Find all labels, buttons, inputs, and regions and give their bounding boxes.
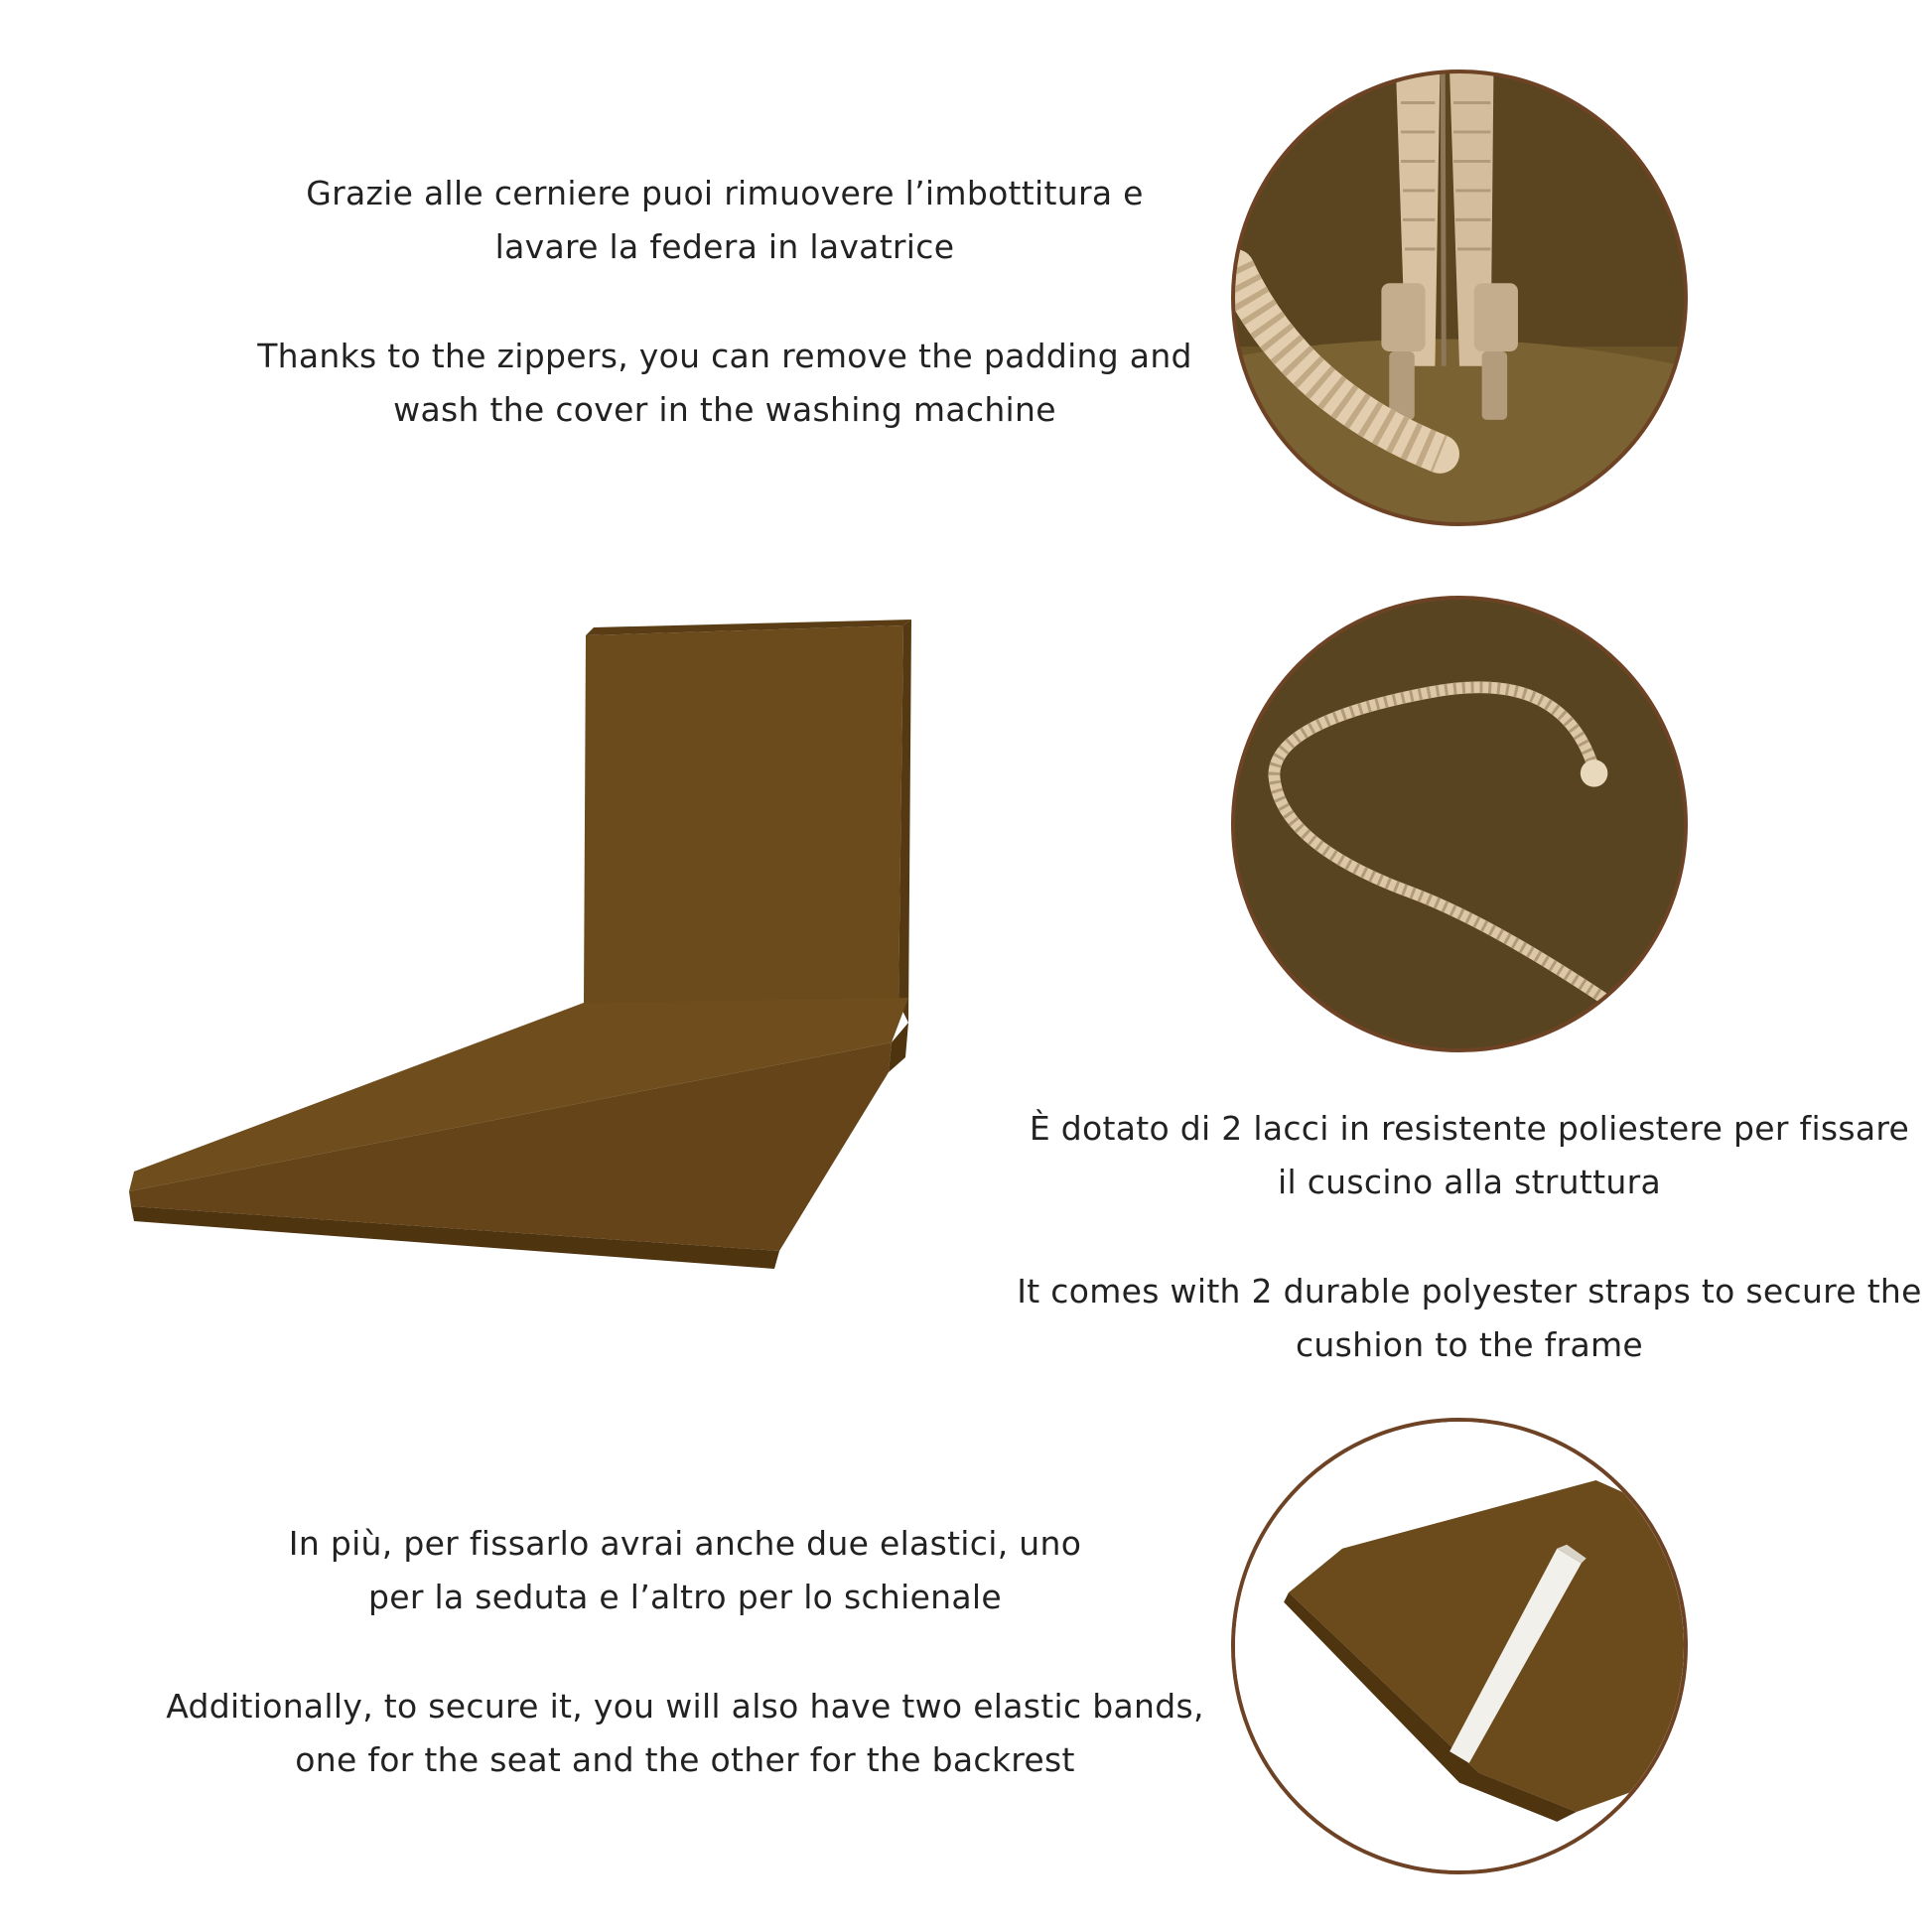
straps-feature-text xyxy=(993,1102,1932,1372)
straps-text-it-line-1: È dotato di 2 lacci in resistente poliestere per fissare xyxy=(1029,1109,1910,1148)
zipper-text-it-line-1: Grazie alle cerniere puoi rimuovere l’imbottitura e xyxy=(306,174,1144,212)
elastic-text-it-line-2: per la seduta e l’altro per lo schienale xyxy=(368,1578,1002,1616)
elastic-text-en-line-1: Additionally, to secure it, you will also have two elastic bands, xyxy=(166,1687,1204,1725)
zipper-text-en-line-2: wash the cover in the washing machine xyxy=(393,390,1056,429)
straps-text-en-line-2: cushion to the frame xyxy=(1295,1325,1644,1364)
zipper-feature-text xyxy=(238,167,1211,437)
elastic-feature-text xyxy=(139,1517,1231,1787)
lounger-cushion-image xyxy=(119,606,913,1301)
cord-closeup-image xyxy=(1231,596,1688,1052)
elastic-text-en-line-2: one for the seat and the other for the backrest xyxy=(295,1740,1075,1779)
zipper-text-en-line-1: Thanks to the zippers, you can remove the padding and xyxy=(257,337,1192,375)
zipper-closeup-image xyxy=(1231,69,1688,526)
zipper-text-it-line-2: lavare la federa in lavatrice xyxy=(494,227,955,266)
straps-text-en-line-1: It comes with 2 durable polyester straps to secure the xyxy=(1017,1272,1922,1311)
elastic-closeup-image xyxy=(1231,1418,1688,1874)
straps-text-it-line-2: il cuscino alla struttura xyxy=(1278,1163,1661,1201)
elastic-text-it-line-1: In più, per fissarlo avrai anche due elastici, uno xyxy=(288,1524,1082,1563)
